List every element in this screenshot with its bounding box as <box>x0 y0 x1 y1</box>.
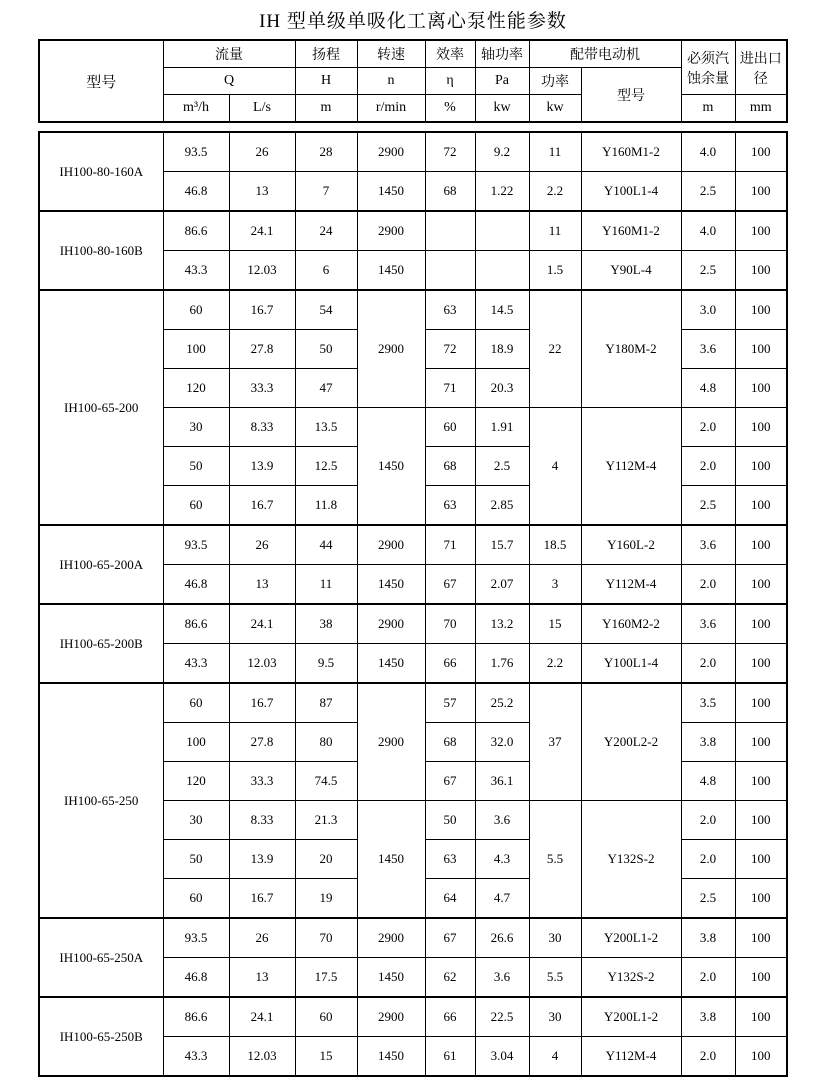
shaft-power-cell: 2.5 <box>475 447 529 486</box>
flow-ls-cell: 12.03 <box>229 644 295 684</box>
flow-m3h-cell: 100 <box>163 330 229 369</box>
diameter-cell: 100 <box>735 918 787 958</box>
flow-ls-cell: 8.33 <box>229 408 295 447</box>
flow-m3h-cell: 120 <box>163 369 229 408</box>
table-row <box>39 683 787 723</box>
head-cell: 47 <box>295 369 357 408</box>
speed-cell: 2900 <box>357 604 425 644</box>
speed-cell: 1450 <box>357 565 425 605</box>
head-cell: 44 <box>295 525 357 565</box>
flow-m3h-cell: 50 <box>163 447 229 486</box>
header-row-1 <box>39 40 787 68</box>
shaft-power-cell <box>475 251 529 291</box>
diameter-cell: 100 <box>735 723 787 762</box>
npsh-cell: 4.8 <box>681 762 735 801</box>
head-cell: 21.3 <box>295 801 357 840</box>
flow-ls-cell: 13.9 <box>229 840 295 879</box>
npsh-cell: 2.0 <box>681 1037 735 1077</box>
flow-ls-cell: 27.8 <box>229 330 295 369</box>
head-cell: 13.5 <box>295 408 357 447</box>
shaft-power-cell: 1.22 <box>475 172 529 212</box>
efficiency-cell: 67 <box>425 918 475 958</box>
page-title: IH 型单级单吸化工离心泵性能参数 <box>259 11 567 32</box>
shaft-power-cell: 2.07 <box>475 565 529 605</box>
shaft-power-cell: 13.2 <box>475 604 529 644</box>
shaft-power-cell: 20.3 <box>475 369 529 408</box>
npsh-cell: 3.6 <box>681 525 735 565</box>
head-cell: 60 <box>295 997 357 1037</box>
head-cell: 54 <box>295 290 357 330</box>
efficiency-cell: 66 <box>425 997 475 1037</box>
flow-ls-cell: 13 <box>229 565 295 605</box>
table-row <box>39 918 787 958</box>
motor-power-cell: 37 <box>529 683 581 801</box>
diameter-cell: 100 <box>735 840 787 879</box>
efficiency-cell: 72 <box>425 330 475 369</box>
head-cell: 70 <box>295 918 357 958</box>
efficiency-cell <box>425 211 475 251</box>
pump-model-cell: IH100-80-160A <box>39 132 163 211</box>
flow-m3h-cell: 30 <box>163 801 229 840</box>
speed-cell: 1450 <box>357 1037 425 1077</box>
motor-model-cell: Y112M-4 <box>581 408 681 526</box>
shaft-power-cell: 3.6 <box>475 801 529 840</box>
motor-power-cell: 4 <box>529 408 581 526</box>
flow-ls-cell: 13 <box>229 172 295 212</box>
flow-m3h-cell: 60 <box>163 486 229 526</box>
npsh-cell: 3.6 <box>681 604 735 644</box>
shaft-power-cell: 14.5 <box>475 290 529 330</box>
npsh-cell: 2.5 <box>681 486 735 526</box>
diameter-cell: 100 <box>735 172 787 212</box>
npsh-cell: 3.8 <box>681 997 735 1037</box>
head-cell: 38 <box>295 604 357 644</box>
npsh-cell: 2.0 <box>681 840 735 879</box>
efficiency-cell: 67 <box>425 762 475 801</box>
pump-model-cell: IH100-65-200A <box>39 525 163 604</box>
head-cell: 9.5 <box>295 644 357 684</box>
diameter-cell: 100 <box>735 251 787 291</box>
efficiency-cell: 66 <box>425 644 475 684</box>
header-flow-symbol: Q <box>163 68 295 95</box>
diameter-cell: 100 <box>735 997 787 1037</box>
npsh-cell: 2.0 <box>681 408 735 447</box>
motor-model-cell: Y160M2-2 <box>581 604 681 644</box>
flow-m3h-cell: 43.3 <box>163 644 229 684</box>
header-efficiency: 效率 <box>425 40 475 68</box>
pump-model-cell: IH100-65-250A <box>39 918 163 997</box>
efficiency-cell: 63 <box>425 840 475 879</box>
npsh-cell: 3.6 <box>681 330 735 369</box>
header-unit-efficiency: % <box>425 95 475 123</box>
motor-model-cell: Y112M-4 <box>581 565 681 605</box>
head-cell: 50 <box>295 330 357 369</box>
flow-ls-cell: 8.33 <box>229 801 295 840</box>
diameter-cell: 100 <box>735 290 787 330</box>
shaft-power-cell: 32.0 <box>475 723 529 762</box>
efficiency-cell: 60 <box>425 408 475 447</box>
header-head-symbol: H <box>295 68 357 95</box>
shaft-power-cell: 4.3 <box>475 840 529 879</box>
head-cell: 15 <box>295 1037 357 1077</box>
motor-model-cell: Y90L-4 <box>581 251 681 291</box>
flow-ls-cell: 13 <box>229 958 295 998</box>
diameter-cell: 100 <box>735 604 787 644</box>
table-row <box>39 132 787 172</box>
header-speed-symbol: n <box>357 68 425 95</box>
pump-model-cell: IH100-65-200B <box>39 604 163 683</box>
flow-ls-cell: 33.3 <box>229 369 295 408</box>
flow-ls-cell: 13.9 <box>229 447 295 486</box>
npsh-cell: 2.0 <box>681 447 735 486</box>
flow-ls-cell: 27.8 <box>229 723 295 762</box>
flow-m3h-cell: 50 <box>163 840 229 879</box>
flow-m3h-cell: 46.8 <box>163 958 229 998</box>
efficiency-cell: 50 <box>425 801 475 840</box>
motor-model-cell: Y180M-2 <box>581 290 681 408</box>
efficiency-cell: 71 <box>425 369 475 408</box>
npsh-cell: 2.0 <box>681 565 735 605</box>
flow-m3h-cell: 46.8 <box>163 172 229 212</box>
npsh-cell: 3.5 <box>681 683 735 723</box>
npsh-cell: 2.5 <box>681 251 735 291</box>
header-head: 扬程 <box>295 40 357 68</box>
shaft-power-cell: 3.04 <box>475 1037 529 1077</box>
header-unit-power: kw <box>475 95 529 123</box>
diameter-cell: 100 <box>735 408 787 447</box>
header-model: 型号 <box>39 40 163 122</box>
flow-m3h-cell: 46.8 <box>163 565 229 605</box>
header-unit-npsh: m <box>681 95 735 123</box>
shaft-power-cell: 4.7 <box>475 879 529 919</box>
motor-power-cell: 18.5 <box>529 525 581 565</box>
motor-model-cell: Y100L1-4 <box>581 644 681 684</box>
header-unit-speed: r/min <box>357 95 425 123</box>
speed-cell: 1450 <box>357 644 425 684</box>
header-motor: 配带电动机 <box>529 40 681 68</box>
motor-model-cell: Y160L-2 <box>581 525 681 565</box>
flow-m3h-cell: 93.5 <box>163 918 229 958</box>
head-cell: 19 <box>295 879 357 919</box>
head-cell: 28 <box>295 132 357 172</box>
diameter-cell: 100 <box>735 644 787 684</box>
motor-power-cell: 3 <box>529 565 581 605</box>
flow-ls-cell: 12.03 <box>229 1037 295 1077</box>
motor-power-cell: 2.2 <box>529 644 581 684</box>
pump-model-cell: IH100-65-250 <box>39 683 163 918</box>
table-row <box>39 290 787 330</box>
shaft-power-cell: 2.85 <box>475 486 529 526</box>
efficiency-cell: 64 <box>425 879 475 919</box>
motor-power-cell: 30 <box>529 997 581 1037</box>
speed-cell: 2900 <box>357 525 425 565</box>
head-cell: 20 <box>295 840 357 879</box>
shaft-power-cell: 3.6 <box>475 958 529 998</box>
header-npsh: 必须汽蚀余量 <box>681 40 735 95</box>
diameter-cell: 100 <box>735 683 787 723</box>
motor-model-cell: Y112M-4 <box>581 1037 681 1077</box>
motor-power-cell: 11 <box>529 211 581 251</box>
efficiency-cell: 72 <box>425 132 475 172</box>
head-cell: 7 <box>295 172 357 212</box>
diameter-cell: 100 <box>735 801 787 840</box>
flow-m3h-cell: 120 <box>163 762 229 801</box>
diameter-cell: 100 <box>735 447 787 486</box>
flow-m3h-cell: 60 <box>163 290 229 330</box>
efficiency-cell: 63 <box>425 486 475 526</box>
motor-model-cell: Y132S-2 <box>581 958 681 998</box>
header-unit-flow-m3h: m³/h <box>163 95 229 123</box>
head-cell: 24 <box>295 211 357 251</box>
head-cell: 74.5 <box>295 762 357 801</box>
efficiency-cell: 70 <box>425 604 475 644</box>
motor-power-cell: 2.2 <box>529 172 581 212</box>
flow-m3h-cell: 93.5 <box>163 132 229 172</box>
head-cell: 17.5 <box>295 958 357 998</box>
speed-cell: 2900 <box>357 918 425 958</box>
motor-model-cell: Y200L1-2 <box>581 918 681 958</box>
speed-cell: 1450 <box>357 958 425 998</box>
flow-ls-cell: 16.7 <box>229 290 295 330</box>
flow-ls-cell: 33.3 <box>229 762 295 801</box>
diameter-cell: 100 <box>735 211 787 251</box>
flow-m3h-cell: 86.6 <box>163 211 229 251</box>
table-header <box>38 39 788 123</box>
efficiency-cell: 67 <box>425 565 475 605</box>
flow-ls-cell: 12.03 <box>229 251 295 291</box>
head-cell: 80 <box>295 723 357 762</box>
speed-cell: 2900 <box>357 997 425 1037</box>
npsh-cell: 4.8 <box>681 369 735 408</box>
flow-ls-cell: 24.1 <box>229 211 295 251</box>
speed-cell: 2900 <box>357 290 425 408</box>
header-unit-dia: mm <box>735 95 787 123</box>
efficiency-cell: 61 <box>425 1037 475 1077</box>
flow-m3h-cell: 86.6 <box>163 997 229 1037</box>
motor-model-cell: Y100L1-4 <box>581 172 681 212</box>
head-cell: 12.5 <box>295 447 357 486</box>
efficiency-cell: 57 <box>425 683 475 723</box>
efficiency-cell: 68 <box>425 172 475 212</box>
speed-cell: 1450 <box>357 251 425 291</box>
diameter-cell: 100 <box>735 132 787 172</box>
motor-model-cell: Y200L1-2 <box>581 997 681 1037</box>
flow-m3h-cell: 86.6 <box>163 604 229 644</box>
npsh-cell: 3.0 <box>681 290 735 330</box>
header-flow: 流量 <box>163 40 295 68</box>
diameter-cell: 100 <box>735 565 787 605</box>
shaft-power-cell: 1.91 <box>475 408 529 447</box>
shaft-power-cell: 36.1 <box>475 762 529 801</box>
speed-cell: 1450 <box>357 408 425 526</box>
motor-model-cell: Y132S-2 <box>581 801 681 919</box>
pump-model-cell: IH100-65-250B <box>39 997 163 1076</box>
flow-ls-cell: 24.1 <box>229 604 295 644</box>
header-inlet-outlet: 进出口径 <box>735 40 787 95</box>
header-efficiency-symbol: η <box>425 68 475 95</box>
header-shaft-power: 轴功率 <box>475 40 529 68</box>
header-unit-flow-ls: L/s <box>229 95 295 123</box>
diameter-cell: 100 <box>735 369 787 408</box>
npsh-cell: 2.5 <box>681 172 735 212</box>
shaft-power-cell: 1.76 <box>475 644 529 684</box>
motor-power-cell: 30 <box>529 918 581 958</box>
flow-m3h-cell: 30 <box>163 408 229 447</box>
pump-model-cell: IH100-80-160B <box>39 211 163 290</box>
speed-cell: 2900 <box>357 132 425 172</box>
diameter-cell: 100 <box>735 525 787 565</box>
shaft-power-cell: 22.5 <box>475 997 529 1037</box>
flow-ls-cell: 26 <box>229 132 295 172</box>
table-row <box>39 997 787 1037</box>
shaft-power-cell: 18.9 <box>475 330 529 369</box>
efficiency-cell <box>425 251 475 291</box>
flow-ls-cell: 16.7 <box>229 486 295 526</box>
diameter-cell: 100 <box>735 330 787 369</box>
diameter-cell: 100 <box>735 879 787 919</box>
flow-ls-cell: 26 <box>229 525 295 565</box>
head-cell: 87 <box>295 683 357 723</box>
motor-model-cell: Y160M1-2 <box>581 132 681 172</box>
npsh-cell: 3.8 <box>681 918 735 958</box>
flow-ls-cell: 24.1 <box>229 997 295 1037</box>
table-body <box>38 131 788 1077</box>
speed-cell: 1450 <box>357 172 425 212</box>
speed-cell: 2900 <box>357 211 425 251</box>
speed-cell: 1450 <box>357 801 425 919</box>
header-motor-power: 功率 <box>529 68 581 95</box>
efficiency-cell: 68 <box>425 447 475 486</box>
head-cell: 11.8 <box>295 486 357 526</box>
motor-power-cell: 11 <box>529 132 581 172</box>
shaft-power-cell: 15.7 <box>475 525 529 565</box>
head-cell: 6 <box>295 251 357 291</box>
flow-m3h-cell: 43.3 <box>163 251 229 291</box>
npsh-cell: 4.0 <box>681 211 735 251</box>
table-row <box>39 604 787 644</box>
diameter-cell: 100 <box>735 1037 787 1077</box>
npsh-cell: 2.5 <box>681 879 735 919</box>
motor-model-cell: Y160M1-2 <box>581 211 681 251</box>
shaft-power-cell <box>475 211 529 251</box>
flow-m3h-cell: 93.5 <box>163 525 229 565</box>
header-speed: 转速 <box>357 40 425 68</box>
npsh-cell: 3.8 <box>681 723 735 762</box>
flow-ls-cell: 16.7 <box>229 879 295 919</box>
diameter-cell: 100 <box>735 958 787 998</box>
head-cell: 11 <box>295 565 357 605</box>
pump-model-cell: IH100-65-200 <box>39 290 163 525</box>
flow-m3h-cell: 60 <box>163 879 229 919</box>
flow-m3h-cell: 60 <box>163 683 229 723</box>
efficiency-cell: 68 <box>425 723 475 762</box>
npsh-cell: 4.0 <box>681 132 735 172</box>
shaft-power-cell: 25.2 <box>475 683 529 723</box>
efficiency-cell: 62 <box>425 958 475 998</box>
motor-power-cell: 4 <box>529 1037 581 1077</box>
header-body-gap <box>0 123 826 131</box>
motor-power-cell: 15 <box>529 604 581 644</box>
shaft-power-cell: 26.6 <box>475 918 529 958</box>
efficiency-cell: 71 <box>425 525 475 565</box>
table-row <box>39 211 787 251</box>
motor-power-cell: 5.5 <box>529 801 581 919</box>
shaft-power-cell: 9.2 <box>475 132 529 172</box>
motor-model-cell: Y200L2-2 <box>581 683 681 801</box>
header-power-symbol: Pa <box>475 68 529 95</box>
flow-m3h-cell: 100 <box>163 723 229 762</box>
npsh-cell: 2.0 <box>681 801 735 840</box>
table-row <box>39 525 787 565</box>
efficiency-cell: 63 <box>425 290 475 330</box>
header-unit-head: m <box>295 95 357 123</box>
motor-power-cell: 22 <box>529 290 581 408</box>
npsh-cell: 2.0 <box>681 644 735 684</box>
motor-power-cell: 1.5 <box>529 251 581 291</box>
motor-power-cell: 5.5 <box>529 958 581 998</box>
flow-ls-cell: 16.7 <box>229 683 295 723</box>
header-unit-motor-power: kw <box>529 95 581 123</box>
flow-ls-cell: 26 <box>229 918 295 958</box>
diameter-cell: 100 <box>735 762 787 801</box>
header-motor-model: 型号 <box>581 68 681 123</box>
diameter-cell: 100 <box>735 486 787 526</box>
flow-m3h-cell: 43.3 <box>163 1037 229 1077</box>
npsh-cell: 2.0 <box>681 958 735 998</box>
speed-cell: 2900 <box>357 683 425 801</box>
